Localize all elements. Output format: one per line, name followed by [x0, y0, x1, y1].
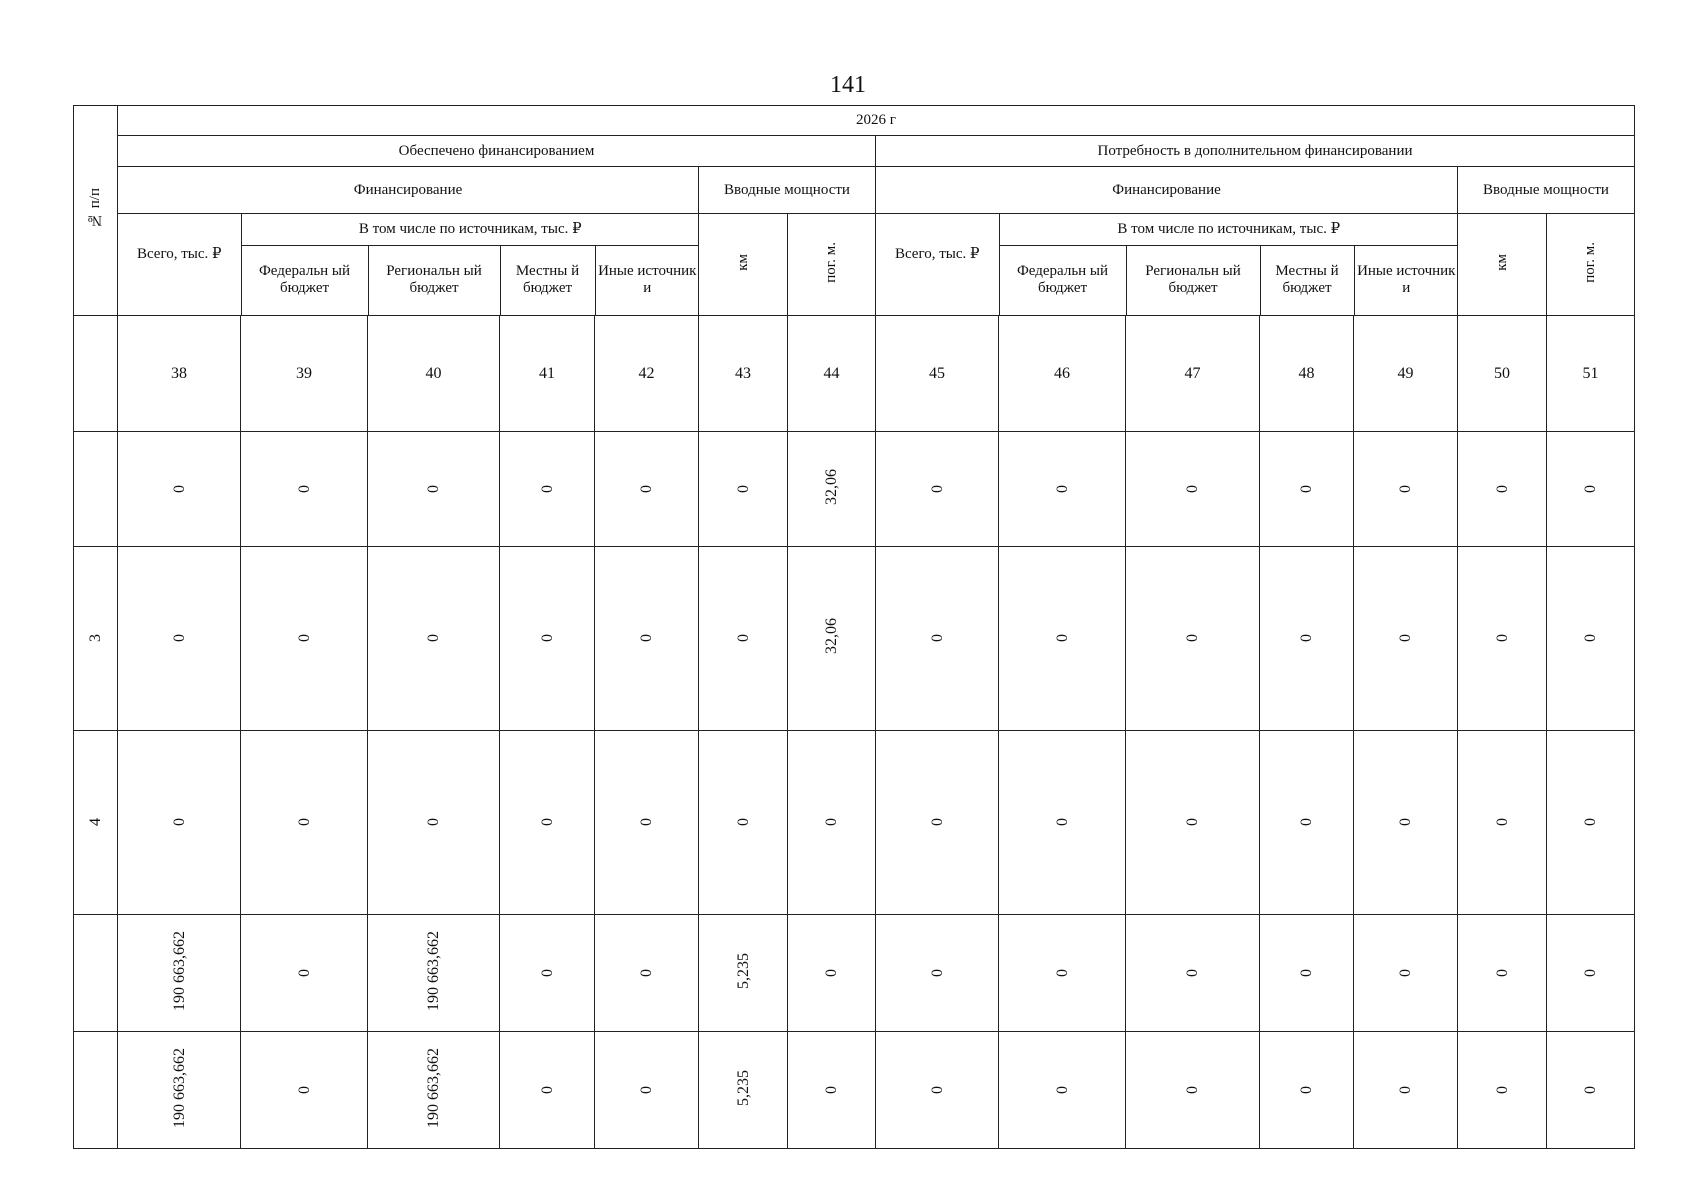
- table-cell: [241, 432, 368, 547]
- header-row-groups: [74, 136, 1635, 167]
- table-cell: [699, 432, 788, 547]
- table-cell: [1354, 547, 1458, 731]
- cell-value: 0: [1298, 484, 1315, 493]
- cell-value: 0: [1582, 1085, 1599, 1094]
- table-cell: [595, 915, 699, 1032]
- table-cell: [118, 1032, 241, 1149]
- table-cell: [500, 1032, 595, 1149]
- cell-value: 0: [734, 818, 752, 826]
- table-row: [74, 1032, 1635, 1149]
- table-cell: [595, 432, 699, 547]
- column-number: 46: [999, 316, 1126, 432]
- table-cell: [118, 547, 241, 731]
- table-cell: [1260, 1032, 1354, 1149]
- table-cell: [1458, 731, 1547, 915]
- table-cell: [368, 547, 500, 731]
- cell-value: 0: [170, 818, 188, 826]
- table-cell: [876, 432, 999, 547]
- page-number: 141: [830, 72, 866, 98]
- cell-value: 0: [1493, 1085, 1511, 1094]
- cell-value: 0: [295, 484, 313, 493]
- column-number: 45: [876, 316, 999, 432]
- cell-value: 0: [638, 484, 655, 493]
- cell-value: 0: [823, 818, 840, 826]
- row-number: 3: [87, 634, 104, 642]
- cell-value: 0: [928, 968, 946, 977]
- cell-value: 0: [1397, 634, 1414, 642]
- table-cell: [1126, 432, 1260, 547]
- cell-value: 0: [1493, 484, 1511, 493]
- table-cell: [595, 1032, 699, 1149]
- table-cell: [999, 1032, 1126, 1149]
- table-cell: [1260, 432, 1354, 547]
- cell-value: 0: [425, 818, 442, 826]
- column-number: 42: [595, 316, 699, 432]
- table-cell: [241, 731, 368, 915]
- table-cell: [699, 915, 788, 1032]
- cell-value: 0: [1053, 1085, 1071, 1094]
- cell-value: 0: [425, 484, 442, 493]
- table-cell: [1260, 915, 1354, 1032]
- need-capacities-header: Вводные мощности: [1458, 167, 1635, 214]
- table-cell: [1126, 547, 1260, 731]
- cell-value: 0: [1493, 818, 1511, 826]
- table-cell: [500, 432, 595, 547]
- cell-value: 0: [823, 968, 840, 977]
- cell-value: 0: [638, 634, 655, 642]
- secured-km-header-cell: [699, 214, 788, 316]
- cell-value: 0: [1053, 634, 1071, 642]
- cell-value: 0: [1582, 634, 1599, 642]
- cell-value: 0: [538, 818, 556, 826]
- cell-value: 0: [1184, 484, 1201, 493]
- table-row: [74, 432, 1635, 547]
- need-local-header: Местны й бюджет: [1260, 245, 1354, 315]
- table-cell: [368, 1032, 500, 1149]
- table-cell: [1547, 1032, 1635, 1149]
- cell-value: 0: [538, 484, 556, 493]
- secured-km-header: км: [734, 253, 751, 271]
- table-cell: [368, 915, 500, 1032]
- table-cell: [1126, 731, 1260, 915]
- table-row: [74, 547, 1635, 731]
- column-number: 51: [1547, 316, 1635, 432]
- cell-value: 0: [1298, 634, 1315, 642]
- cell-value: 0: [734, 634, 752, 642]
- column-number: 49: [1354, 316, 1458, 432]
- secured-other-header: Иные источник и: [598, 263, 697, 297]
- table-cell: [1260, 731, 1354, 915]
- table-cell: [1547, 432, 1635, 547]
- header-row-columns: [74, 214, 1635, 316]
- secured-sources-block: [118, 214, 699, 316]
- cell-value: 0: [295, 818, 313, 826]
- cell-value: 0: [170, 634, 188, 642]
- table-cell: [876, 731, 999, 915]
- cell-value: 0: [538, 1085, 556, 1094]
- row-number-cell: [74, 1032, 118, 1149]
- cell-value: 0: [1493, 634, 1511, 642]
- cell-value: 0: [538, 968, 556, 977]
- table-cell: [999, 547, 1126, 731]
- table-cell: [999, 915, 1126, 1032]
- table-cell: [500, 731, 595, 915]
- cell-value: 0: [1397, 968, 1414, 977]
- cell-value: 0: [638, 1085, 655, 1094]
- cell-value: 0: [1053, 484, 1071, 493]
- row-number: 4: [87, 818, 104, 826]
- row-number-cell: [74, 432, 118, 547]
- need-pog-header: пог. м.: [1582, 241, 1598, 283]
- cell-value: 190 663,662: [170, 1047, 188, 1128]
- secured-by-sources-header: В том числе по источникам, тыс. ₽: [241, 214, 699, 245]
- table-cell: [1547, 731, 1635, 915]
- column-number: 41: [500, 316, 595, 432]
- cell-value: 190 663,662: [425, 930, 442, 1011]
- secured-regional-header: Региональн ый бюджет: [368, 245, 500, 315]
- cell-value: 0: [1397, 818, 1414, 826]
- table-cell: [500, 915, 595, 1032]
- table-cell: [241, 915, 368, 1032]
- cell-value: 0: [734, 484, 752, 493]
- cell-value: 0: [1298, 1085, 1315, 1094]
- need-group-header: Потребность в дополнительном финансировании: [876, 136, 1635, 167]
- table-cell: [1260, 547, 1354, 731]
- cell-value: 0: [1053, 818, 1071, 826]
- table-cell: [1547, 547, 1635, 731]
- table-cell: [788, 432, 876, 547]
- row-number-cell: [74, 731, 118, 915]
- secured-sources-subtable: [118, 214, 699, 315]
- need-sources-block: [876, 214, 1458, 316]
- column-number: 40: [368, 316, 500, 432]
- need-sources-subtable: [876, 214, 1458, 315]
- cell-value: 0: [928, 484, 946, 493]
- table-cell: [788, 915, 876, 1032]
- header-row-subgroups: [74, 167, 1635, 214]
- cell-value: 32,06: [823, 618, 840, 654]
- cell-value: 0: [638, 968, 655, 977]
- cell-value: 0: [928, 818, 946, 826]
- cell-value: 0: [295, 968, 313, 977]
- cell-value: 0: [295, 1085, 313, 1094]
- table-cell: [788, 1032, 876, 1149]
- header-row-year: [74, 106, 1635, 136]
- column-number-row: [74, 316, 1635, 432]
- need-by-sources-header: В том числе по источникам, тыс. ₽: [999, 214, 1458, 245]
- cell-value: 0: [1397, 484, 1414, 493]
- table-cell: [876, 547, 999, 731]
- cell-value: 0: [1298, 968, 1315, 977]
- column-number: 44: [788, 316, 876, 432]
- need-pog-header-cell: [1547, 214, 1635, 316]
- need-other-header: Иные источник и: [1357, 263, 1456, 297]
- table-cell: [595, 731, 699, 915]
- table-cell: [118, 915, 241, 1032]
- cell-value: 0: [823, 1085, 840, 1094]
- cell-value: 190 663,662: [425, 1047, 442, 1128]
- cell-value: 32,06: [823, 468, 840, 505]
- table-cell: [500, 547, 595, 731]
- cell-value: 0: [1582, 818, 1599, 826]
- table-cell: [1458, 1032, 1547, 1149]
- cell-value: 0: [1053, 968, 1071, 977]
- column-number: 43: [699, 316, 788, 432]
- table-cell: [876, 1032, 999, 1149]
- cell-value: 0: [1298, 818, 1315, 826]
- cell-value: 0: [295, 634, 313, 642]
- secured-federal-header: Федеральн ый бюджет: [241, 245, 368, 315]
- table-cell: [118, 731, 241, 915]
- cell-value: 0: [1184, 1085, 1201, 1094]
- table-cell: [1354, 915, 1458, 1032]
- cell-value: 0: [1184, 634, 1201, 642]
- secured-capacities-header: Вводные мощности: [699, 167, 876, 214]
- column-number: 39: [241, 316, 368, 432]
- cell-value: 0: [425, 634, 442, 642]
- cell-value: 0: [538, 634, 556, 642]
- table-cell: [1354, 432, 1458, 547]
- secured-local-header: Местны й бюджет: [500, 245, 595, 315]
- cell-value: 0: [928, 1085, 946, 1094]
- cell-value: 0: [928, 634, 946, 642]
- table-cell: [999, 432, 1126, 547]
- table-cell: [1458, 547, 1547, 731]
- need-km-header-cell: [1458, 214, 1547, 316]
- table-cell: [699, 547, 788, 731]
- table-cell: [1354, 1032, 1458, 1149]
- table-cell: [1547, 915, 1635, 1032]
- secured-total-header: Всего, тыс. ₽: [118, 214, 241, 315]
- table-cell: [876, 915, 999, 1032]
- cell-value: 0: [1493, 968, 1511, 977]
- table-cell: [241, 1032, 368, 1149]
- table-cell: [1126, 1032, 1260, 1149]
- need-regional-header: Региональн ый бюджет: [1126, 245, 1260, 315]
- column-number: 38: [118, 316, 241, 432]
- cell-value: 0: [1184, 818, 1201, 826]
- column-number: 47: [1126, 316, 1260, 432]
- table-cell: [595, 547, 699, 731]
- secured-pog-header: пог. м.: [823, 241, 839, 283]
- column-number: 50: [1458, 316, 1547, 432]
- table-cell: [999, 731, 1126, 915]
- need-financing-header: Финансирование: [876, 167, 1458, 214]
- need-km-header: км: [1493, 253, 1510, 271]
- table-cell: [699, 1032, 788, 1149]
- cell-value: 0: [1397, 1085, 1414, 1094]
- table-row: [74, 915, 1635, 1032]
- table-cell: [1458, 915, 1547, 1032]
- cell-value: 0: [1184, 968, 1201, 977]
- cell-value: 0: [170, 484, 188, 493]
- financing-table: [73, 105, 1635, 1149]
- secured-pog-header-cell: [788, 214, 876, 316]
- cell-value: 5,235: [734, 952, 752, 989]
- table-cell: [788, 731, 876, 915]
- row-number-header-cell: [74, 106, 118, 316]
- table-cell: [1458, 432, 1547, 547]
- table-cell: [1126, 915, 1260, 1032]
- table-cell: [1354, 731, 1458, 915]
- table-cell: [241, 547, 368, 731]
- table-cell: [368, 432, 500, 547]
- table-row: [74, 731, 1635, 915]
- table-cell: [788, 547, 876, 731]
- secured-financing-header: Финансирование: [118, 167, 699, 214]
- cell-value: 0: [1582, 484, 1599, 493]
- need-total-header: Всего, тыс. ₽: [876, 214, 999, 315]
- cell-value: 0: [638, 818, 655, 826]
- table-cell: [368, 731, 500, 915]
- row-number-header: № п/п: [87, 188, 103, 228]
- column-number-blank: [74, 316, 118, 432]
- column-number: 48: [1260, 316, 1354, 432]
- cell-value: 5,235: [734, 1069, 752, 1106]
- year-header: 2026 г: [118, 106, 1635, 136]
- table-cell: [699, 731, 788, 915]
- cell-value: 0: [1582, 968, 1599, 977]
- row-number-cell: [74, 915, 118, 1032]
- cell-value: 190 663,662: [170, 930, 188, 1011]
- row-number-cell: [74, 547, 118, 731]
- need-federal-header: Федеральн ый бюджет: [999, 245, 1126, 315]
- secured-group-header: Обеспечено финансированием: [118, 136, 876, 167]
- table-cell: [118, 432, 241, 547]
